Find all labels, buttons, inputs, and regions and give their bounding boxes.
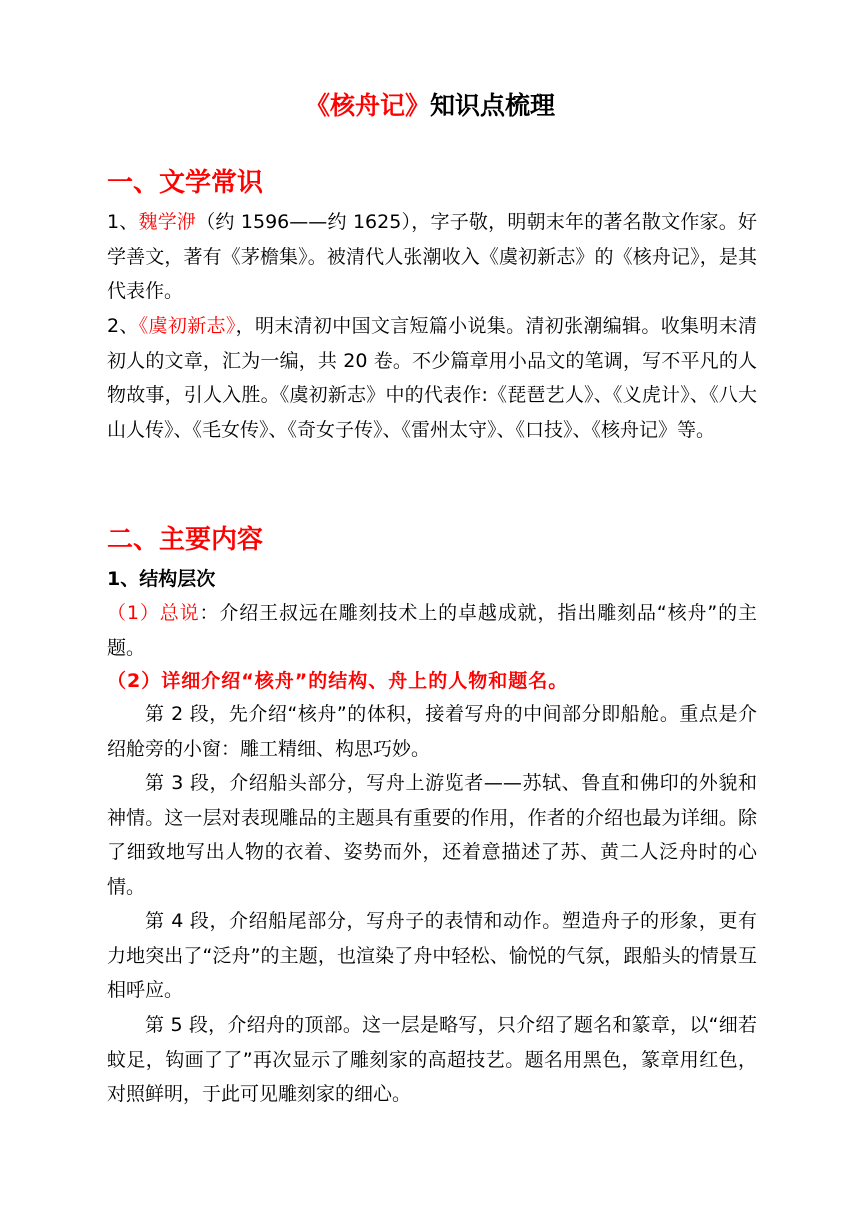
section2-heading: 二、主要内容: [107, 525, 264, 555]
point-1: [107, 596, 757, 665]
item2-text: ，明末清初中国文言短篇小说集。清初张潮编辑。收集明末清初人的文章，汇为一编，共 20 卷。不少篇章用小品文的笔调，写不平凡的人物故事，引人入胜。《虞初新志》中的代表作:《琵琶艺人》、《义虎计》、《八大山人传》、《毛女传》、《奇女子传》、《雷州太守》、《口技》、《核舟记》等。: [107, 315, 757, 441]
structure-heading: 1、结构层次: [107, 568, 216, 590]
point-1-label: （1）总说: [107, 602, 200, 624]
section1-heading: 一、文学常识: [107, 168, 264, 198]
paragraph-4: 第 4 段，介绍船尾部分，写舟子的表情和动作。塑造舟子的形象，更有力地突出了“泛舟”的主题，也渲染了舟中轻松、愉悦的气氛，跟船头的情景互相呼应。: [107, 910, 757, 1001]
literary-item-1: [107, 205, 757, 309]
author-name: 魏学洢: [138, 211, 197, 233]
item1-number: 1、: [107, 211, 139, 233]
item1-text: （约 1596——约 1625），字子敬，明朝末年的著名散文作家。好学善文，著有《茅檐集》。被清代人张潮收入《虞初新志》的《核舟记》，是其代表作。: [107, 211, 757, 302]
point-2: （2）详细介绍“核舟”的结构、舟上的人物和题名。: [107, 670, 569, 692]
page-title: [0, 86, 860, 126]
paragraph-3: 第 3 段，介绍船头部分，写舟上游览者——苏轼、鲁直和佛印的外貌和神情。这一层对表现雕品的主题具有重要的作用，作者的介绍也最为详细。除了细致地写出人物的衣着、姿势而外，还着意描述了苏、黄二人泛舟时的心情。: [107, 772, 757, 898]
paragraph-2: 第 2 段，先介绍“核舟”的体积，接着写舟的中间部分即船舱。重点是介绍舱旁的小窗：雕工精细、构思巧妙。: [107, 703, 757, 760]
title-book-name: 《核舟记》: [304, 91, 430, 120]
point-1-text: ：介绍王叔远在雕刻技术上的卓越成就，指出雕刻品“核舟”的主题。: [107, 602, 757, 659]
title-rest: 知识点梳理: [430, 91, 556, 120]
item2-number: 2、: [107, 315, 139, 337]
literary-item-2: [107, 309, 757, 447]
book-name: 《虞初新志》: [138, 315, 236, 337]
paragraph-5: 第 5 段，介绍舟的顶部。这一层是略写，只介绍了题名和篆章，以“细若蚊足，钩画了了”再次显示了雕刻家的高超技艺。题名用黑色，篆章用红色，对照鲜明，于此可见雕刻家的细心。: [107, 1014, 757, 1105]
